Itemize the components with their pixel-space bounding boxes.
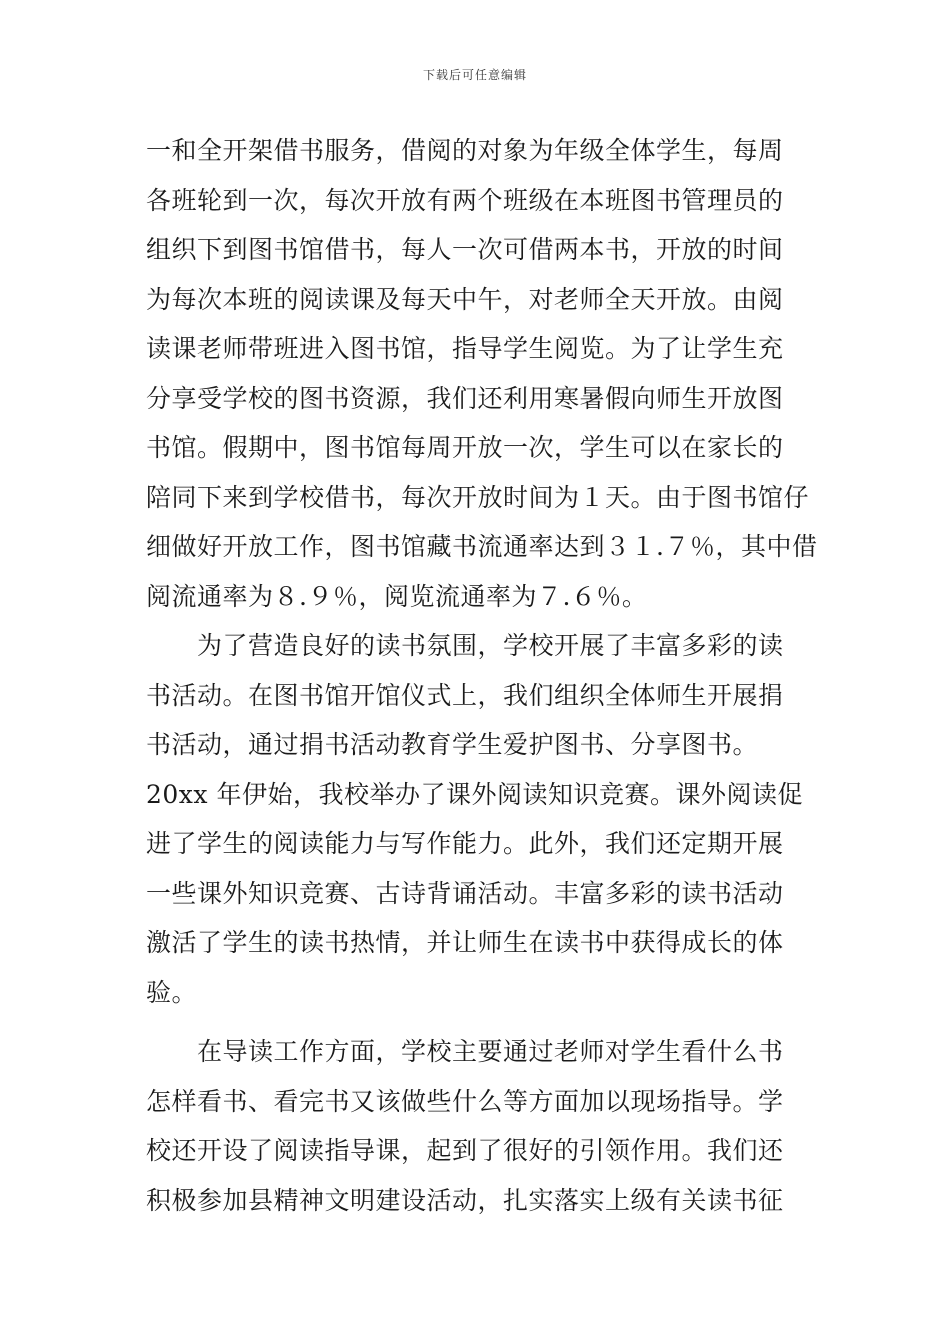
text-line: 书馆。假期中，图书馆每周开放一次，学生可以在家长的 bbox=[146, 433, 784, 462]
text-line: 进了学生的阅读能力与写作能力。此外，我们还定期开展 bbox=[146, 829, 784, 858]
text-line: 阅流通率为８.９％，阅览流通率为７.６％。 bbox=[146, 581, 648, 611]
text-line: 一和全开架借书服务，借阅的对象为年级全体学生，每周 bbox=[146, 136, 784, 165]
text-line: 一些课外知识竞赛、古诗背诵活动。丰富多彩的读书活动 bbox=[146, 878, 784, 908]
text-line: 书活动。在图书馆开馆仪式上，我们组织全体师生开展捐 bbox=[146, 680, 784, 710]
text-line: 积极参加县精神文明建设活动，扎实落实上级有关读书征 bbox=[146, 1185, 784, 1215]
text-line: 读课老师带班进入图书馆，指导学生阅览。为了让学生充 bbox=[146, 334, 784, 363]
text-line: 细做好开放工作，图书馆藏书流通率达到３１.７％，其中借 bbox=[146, 532, 818, 561]
text-line: 陪同下来到学校借书，每次开放时间为１天。由于图书馆仔 bbox=[146, 482, 810, 512]
text-line: 怎样看书、看完书又该做些什么等方面加以现场指导。学 bbox=[146, 1086, 784, 1116]
text-line: 校还开设了阅读指导课，起到了很好的引领作用。我们还 bbox=[146, 1136, 784, 1165]
paragraph-3 bbox=[146, 1027, 816, 1225]
paragraph-1 bbox=[146, 126, 816, 621]
text-line: 在导读工作方面，学校主要通过老师对学生看什么书 bbox=[146, 1037, 784, 1066]
text-line: 激活了学生的读书热情，并让师生在读书中获得成长的体 bbox=[146, 928, 784, 957]
text-line: 组织下到图书馆借书，每人一次可借两本书，开放的时间 bbox=[146, 235, 784, 264]
document-body bbox=[146, 126, 816, 1225]
paragraph-2 bbox=[146, 621, 816, 1017]
text-line: 书活动，通过捐书活动教育学生爱护图书、分享图书。 bbox=[146, 730, 759, 759]
text-line: 为每次本班的阅读课及每天中午，对老师全天开放。由阅 bbox=[146, 284, 784, 314]
text-line: 验。 bbox=[146, 977, 198, 1007]
text-line: 为了营造良好的读书氛围，学校开展了丰富多彩的读 bbox=[146, 631, 784, 660]
page-header: 下载后可任意编辑 bbox=[422, 68, 527, 82]
paragraph-spacer bbox=[146, 1017, 816, 1027]
text-line: 20xx 年伊始，我校举办了课外阅读知识竞赛。课外阅读促 bbox=[146, 779, 803, 809]
text-line: 分享受学校的图书资源，我们还利用寒暑假向师生开放图 bbox=[146, 383, 784, 413]
text-line: 各班轮到一次，每次开放有两个班级在本班图书管理员的 bbox=[146, 185, 784, 215]
